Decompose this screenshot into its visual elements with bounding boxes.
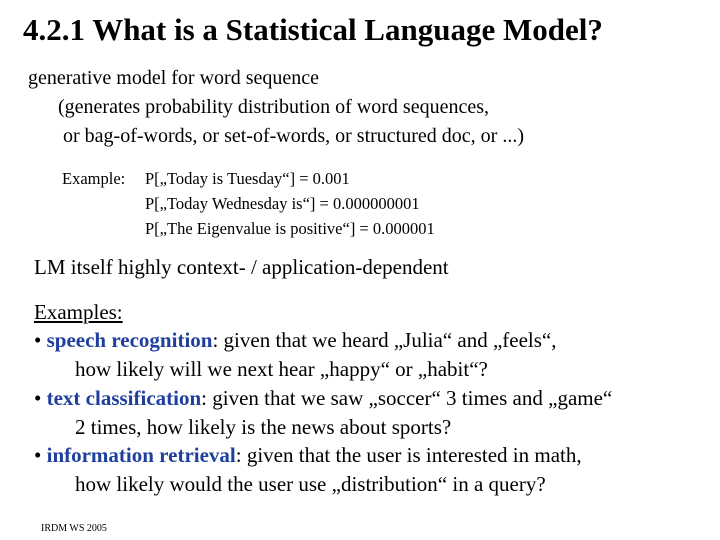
example-bullet-speech	[34, 326, 556, 355]
example-bullet-information-retrieval	[34, 441, 582, 470]
intro-line-2: (generates probability distribution of word sequences,	[58, 96, 489, 118]
bullet-continuation-retrieval: how likely would the user use „distribution“ in a query?	[75, 472, 546, 496]
example-bullet-text-classification	[34, 384, 612, 413]
bullet-continuation-speech: how likely will we next hear „happy“ or „habit“?	[75, 357, 488, 381]
bullet-continuation-classification: 2 times, how likely is the news about sports?	[75, 415, 452, 439]
example-item-2: P[„Today Wednesday is“] = 0.000000001	[145, 194, 420, 213]
keyword-speech-recognition: speech recognition	[46, 328, 213, 352]
footer-label: IRDM WS 2005	[41, 523, 107, 534]
intro-line-3: or bag-of-words, or set-of-words, or structured doc, or ...)	[63, 125, 524, 147]
keyword-text-classification: text classification	[46, 386, 202, 410]
bullet-text-speech: : given that we heard „Julia“ and „feels“,	[212, 328, 557, 352]
bullet-glyph: •	[34, 443, 42, 467]
intro-line-1: generative model for word sequence	[28, 67, 319, 89]
bullet-text-retrieval: : given that the user is interested in math,	[235, 443, 582, 467]
keyword-information-retrieval: information retrieval	[46, 443, 236, 467]
bullet-glyph: •	[34, 386, 42, 410]
bullet-text-classification: : given that we saw „soccer“ 3 times and „game“	[201, 386, 613, 410]
examples-heading: Examples:	[34, 300, 123, 324]
example-item-3: P[„The Eigenvalue is positive“] = 0.000001	[145, 219, 435, 238]
example-label: Example:	[62, 169, 126, 188]
slide-title: 4.2.1 What is a Statistical Language Model?	[23, 12, 603, 47]
context-statement: LM itself highly context- / application-dependent	[34, 255, 449, 279]
example-item-1: P[„Today is Tuesday“] = 0.001	[145, 169, 350, 188]
bullet-glyph: •	[34, 328, 42, 352]
